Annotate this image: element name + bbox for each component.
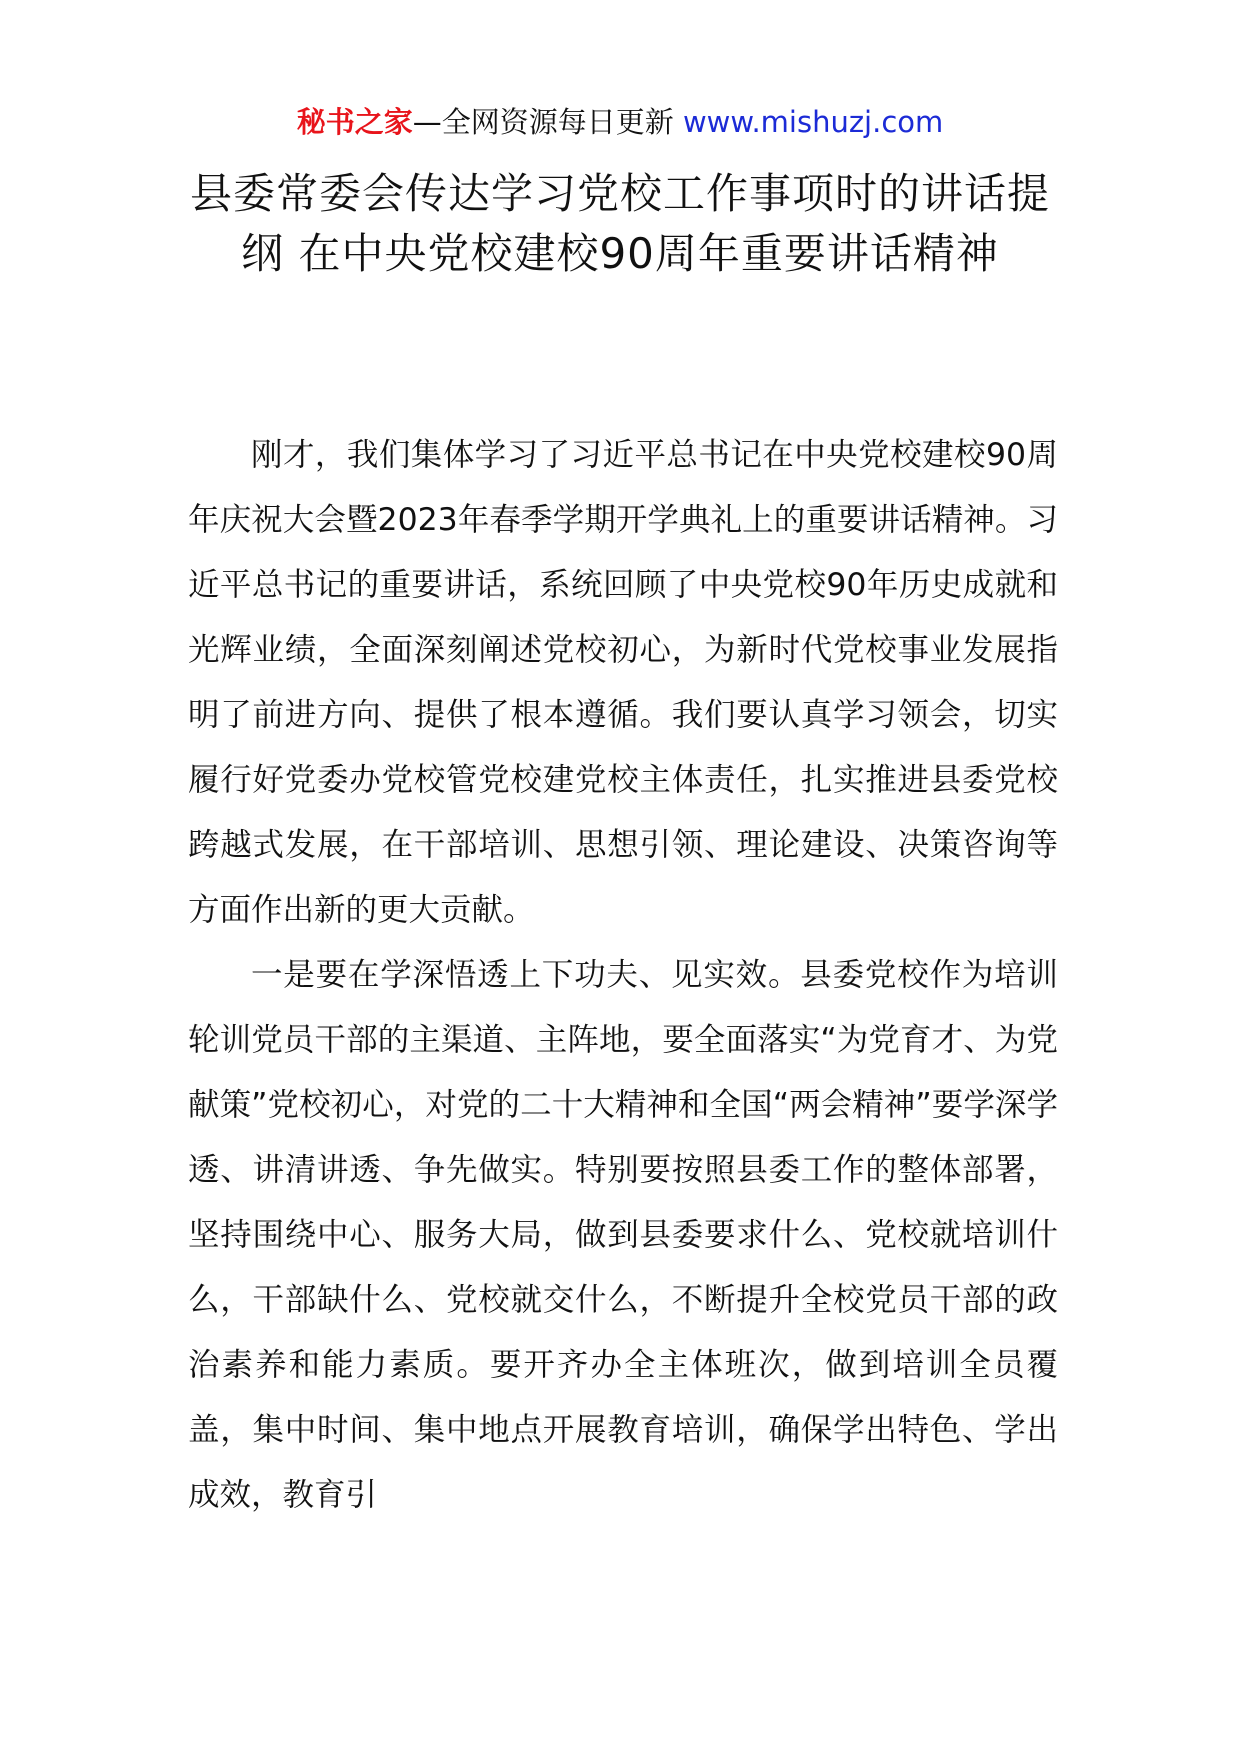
site-slogan: —全网资源每日更新 bbox=[412, 105, 683, 139]
document-body bbox=[188, 423, 1058, 1528]
paragraph: 刚才，我们集体学习了习近平总书记在中央党校建校90周年庆祝大会暨2023年春季学期开学典礼上的重要讲话精神。习近平总书记的重要讲话，系统回顾了中央党校90年历史成就和光辉业绩，全面深刻阐述党校初心，为新时代党校事业发展指明了前进方向、提供了根本遵循。我们要认真学习领会，切实履行好党委办党校管党校建党校主体责任，扎实推进县委党校跨越式发展，在干部培训、思想引领、理论建设、决策咨询等方面作出新的更大贡献。 bbox=[188, 437, 1058, 928]
document-title: 县委常委会传达学习党校工作事项时的讲话提纲 在中央党校建校90周年重要讲话精神 bbox=[189, 169, 1050, 278]
paragraph: 一是要在学深悟透上下功夫、见实效。县委党校作为培训轮训党员干部的主渠道、主阵地，要全面落实“为党育才、为党献策”党校初心，对党的二十大精神和全国“两会精神”要学深学透、讲清讲透、争先做实。特别要按照县委工作的整体部署，坚持围绕中心、服务大局，做到县委要求什么、党校就培训什么，干部缺什么、党校就交什么，不断提升全校党员干部的政治素养和能力素质。要开齐办全主体班次，做到培训全员覆盖，集中时间、集中地点开展教育培训，确保学出特色、学出成效，教育引 bbox=[188, 957, 1058, 1513]
site-header bbox=[0, 102, 1240, 142]
site-url-link[interactable]: www.mishuzj.com bbox=[682, 105, 944, 139]
site-brand: 秘书之家 bbox=[296, 105, 413, 139]
